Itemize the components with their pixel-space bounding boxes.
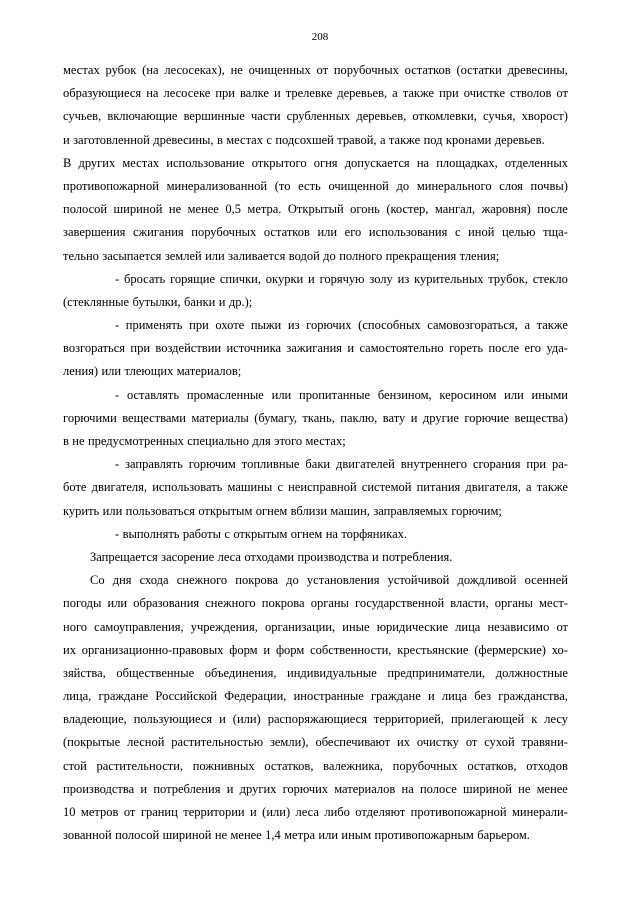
text-line: - оставлять промасленные или пропитанные бензином, керосином или иными — [115, 387, 568, 402]
text-line: - заправлять горючим топливные баки двигателей внутреннего сгорания при ра- — [115, 457, 568, 472]
text-line: производства и потребления и других горючих материалов на полосе шириной не менее — [63, 781, 568, 796]
text-line: ления) или тлеющих материалов; — [63, 364, 242, 379]
text-line: погоды или образования снежного покрова органы государственной власти, органы мест- — [63, 596, 568, 611]
text-line: горючими веществами материалы (бумагу, ткань, паклю, вату и другие горючие вещества) — [63, 410, 568, 425]
text-line: Со дня схода снежного покрова до установления устойчивой дождливой осенней — [90, 573, 568, 588]
text-line: 10 метров от границ территории и (или) леса либо отделяют противопожарной минерали- — [63, 805, 568, 819]
text-line: полосой шириной не менее 0,5 метра. Открытый огонь (костер, мангал, жаровня) после — [63, 202, 568, 217]
text-line: - применять при охоте пыжи из горючих (способных самовозгораться, а также — [115, 318, 568, 333]
text-line: - бросать горящие спички, окурки и горячую золу из курительных трубок, стекло — [115, 271, 568, 286]
text-line: владеющие, пользующиеся и (или) распоряжающиеся территорией, прилегающей к лесу — [63, 712, 568, 727]
text-line: тельно засыпается землей или заливается водой до полного прекращения тления; — [63, 248, 500, 263]
text-line: Запрещается засорение леса отходами производства и потребления. — [90, 549, 453, 564]
text-line: и заготовленной древесины, в местах с подсохшей травой, а также под кронами деревьев. — [63, 132, 545, 147]
text-line: (стеклянные бутылки, банки и др.); — [63, 294, 253, 309]
text-line: возгораться при воздействии источника зажигания и самостоятельно гореть после его уда- — [63, 341, 568, 356]
text-line: В других местах использование открытого огня допускается на площадках, отделенных — [63, 155, 568, 170]
text-line: местах рубок (на лесосеках), не очищенных от порубочных остатков (остатки древесины, — [63, 63, 568, 77]
text-line: образующиеся на лесосеке при валке и трелевке деревьев, а также при очистке стволов от — [63, 86, 568, 101]
text-line: в не предусмотренных специально для этого местах; — [63, 434, 346, 448]
document-body — [63, 59, 568, 847]
text-line: курить или пользоваться открытым огнем вблизи машин, заправляемых горючим; — [63, 503, 502, 518]
text-line: противопожарной минерализованной (то есть очищенной до минерального слоя почвы) — [63, 178, 568, 193]
text-line: стой растительности, пожнивных остатков, валежника, порубочных остатков, отходов — [63, 758, 568, 773]
text-line: завершения сжигания порубочных остатков или его использования с иной целью тща- — [63, 225, 568, 240]
text-line: - выполнять работы с открытым огнем на торфяниках. — [115, 526, 407, 541]
text-line: сучьев, включающие вершинные части срубленных деревьев, откомлевки, сучья, хворост) — [63, 109, 568, 124]
text-line: ного самоуправления, учреждения, организации, иные юридические лица независимо от — [63, 619, 568, 634]
text-line: зяйства, общественные объединения, индивидуальные предприниматели, должностные — [63, 665, 568, 680]
text-line: зованной полосой шириной не менее 1,4 метра или иным противопожарным барьером. — [63, 828, 530, 843]
page-number: 208 — [311, 31, 329, 43]
text-line: их организационно-правовых форм и форм собственности, крестьянские (фермерские) хо- — [63, 642, 568, 657]
text-line: боте двигателя, использовать машины с неисправной системой питания двигателя, а также — [63, 480, 568, 495]
text-line: лица, граждане Российской Федерации, иностранные граждане и лица без гражданства, — [63, 689, 568, 704]
text-line: (покрытые лесной растительностью земли), обеспечивают их очистку от сухой травяни- — [63, 735, 568, 750]
